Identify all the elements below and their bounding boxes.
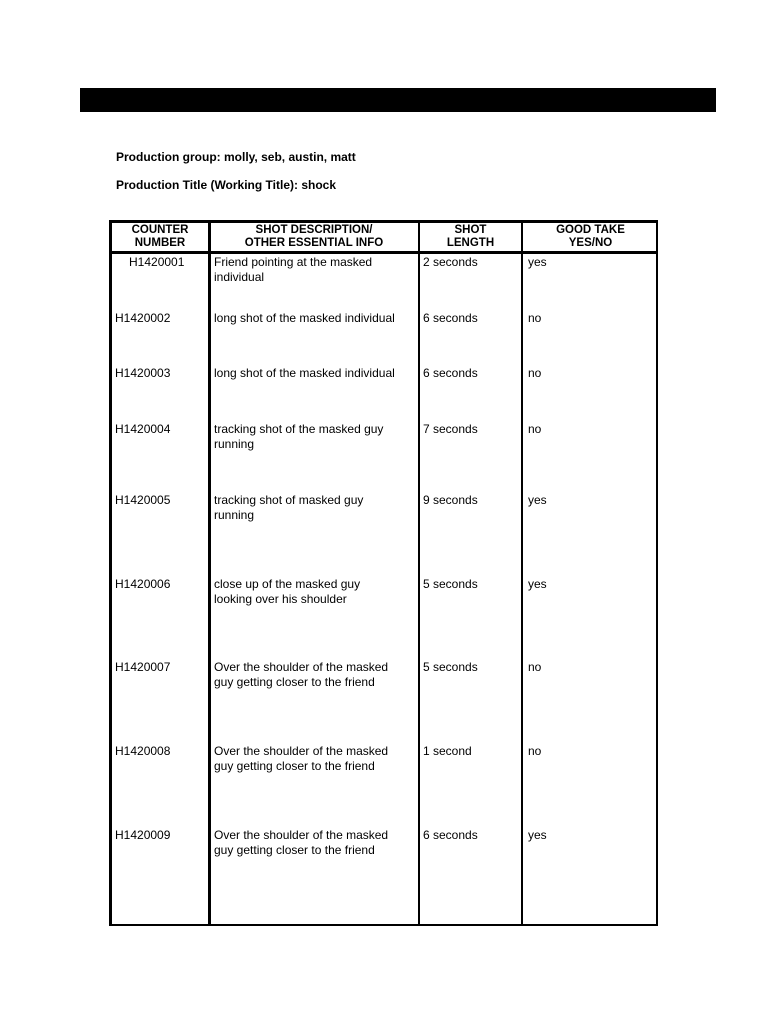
shot-log-table bbox=[109, 220, 658, 926]
counter-number: H1420008 bbox=[115, 744, 171, 758]
good-take: no bbox=[528, 366, 542, 380]
shot-description: Over the shoulder of the masked guy getting closer to the friend bbox=[214, 828, 389, 857]
counter-number: H1420006 bbox=[115, 577, 171, 591]
good-take: yes bbox=[528, 577, 547, 591]
good-take: no bbox=[528, 422, 542, 436]
shot-description: long shot of the masked individual bbox=[214, 366, 395, 380]
good-take: no bbox=[528, 311, 542, 325]
table-row bbox=[112, 660, 656, 689]
shot-length: 6 seconds bbox=[423, 311, 478, 325]
shot-length: 5 seconds bbox=[423, 660, 478, 674]
shot-description: Over the shoulder of the masked guy getting closer to the friend bbox=[214, 660, 389, 689]
counter-number: H1420002 bbox=[115, 311, 171, 325]
header-shot-length: SHOT LENGTH bbox=[446, 224, 495, 249]
header-bar bbox=[80, 88, 716, 112]
header-good-take: GOOD TAKE YES/NO bbox=[556, 224, 625, 249]
shot-description: long shot of the masked individual bbox=[214, 311, 395, 325]
production-group: Production group: molly, seb, austin, matt bbox=[116, 150, 356, 164]
table-row bbox=[112, 493, 656, 522]
header-counter-number: COUNTER NUMBER bbox=[131, 224, 189, 249]
shot-description: close up of the masked guy looking over his shoulder bbox=[214, 577, 361, 606]
table-row bbox=[112, 255, 656, 284]
good-take: no bbox=[528, 660, 542, 674]
counter-number: H1420007 bbox=[115, 660, 171, 674]
table-row bbox=[112, 828, 656, 857]
counter-number: H1420009 bbox=[115, 828, 171, 842]
good-take: yes bbox=[528, 828, 547, 842]
shot-length: 7 seconds bbox=[423, 422, 478, 436]
counter-number: H1420004 bbox=[115, 422, 171, 436]
good-take: yes bbox=[528, 255, 547, 269]
shot-length: 2 seconds bbox=[423, 255, 478, 269]
table-row bbox=[112, 311, 656, 331]
table-row bbox=[112, 366, 656, 386]
good-take: no bbox=[528, 744, 542, 758]
table-row bbox=[112, 422, 656, 451]
production-title: Production Title (Working Title): shock bbox=[116, 178, 337, 192]
table-row bbox=[112, 577, 656, 606]
counter-number: H1420001 bbox=[129, 255, 185, 269]
header-shot-description: SHOT DESCRIPTION/ OTHER ESSENTIAL INFO bbox=[244, 224, 384, 249]
shot-description: tracking shot of masked guy running bbox=[214, 493, 364, 522]
table-row bbox=[112, 744, 656, 773]
counter-number: H1420005 bbox=[115, 493, 171, 507]
shot-description: Friend pointing at the masked individual bbox=[214, 255, 373, 284]
shot-description: Over the shoulder of the masked guy getting closer to the friend bbox=[214, 744, 389, 773]
shot-length: 6 seconds bbox=[423, 366, 478, 380]
table-header bbox=[112, 223, 656, 254]
shot-length: 5 seconds bbox=[423, 577, 478, 591]
shot-description: tracking shot of the masked guy running bbox=[214, 422, 384, 451]
counter-number: H1420003 bbox=[115, 366, 171, 380]
shot-length: 1 second bbox=[423, 744, 472, 758]
shot-length: 9 seconds bbox=[423, 493, 478, 507]
shot-length: 6 seconds bbox=[423, 828, 478, 842]
good-take: yes bbox=[528, 493, 547, 507]
